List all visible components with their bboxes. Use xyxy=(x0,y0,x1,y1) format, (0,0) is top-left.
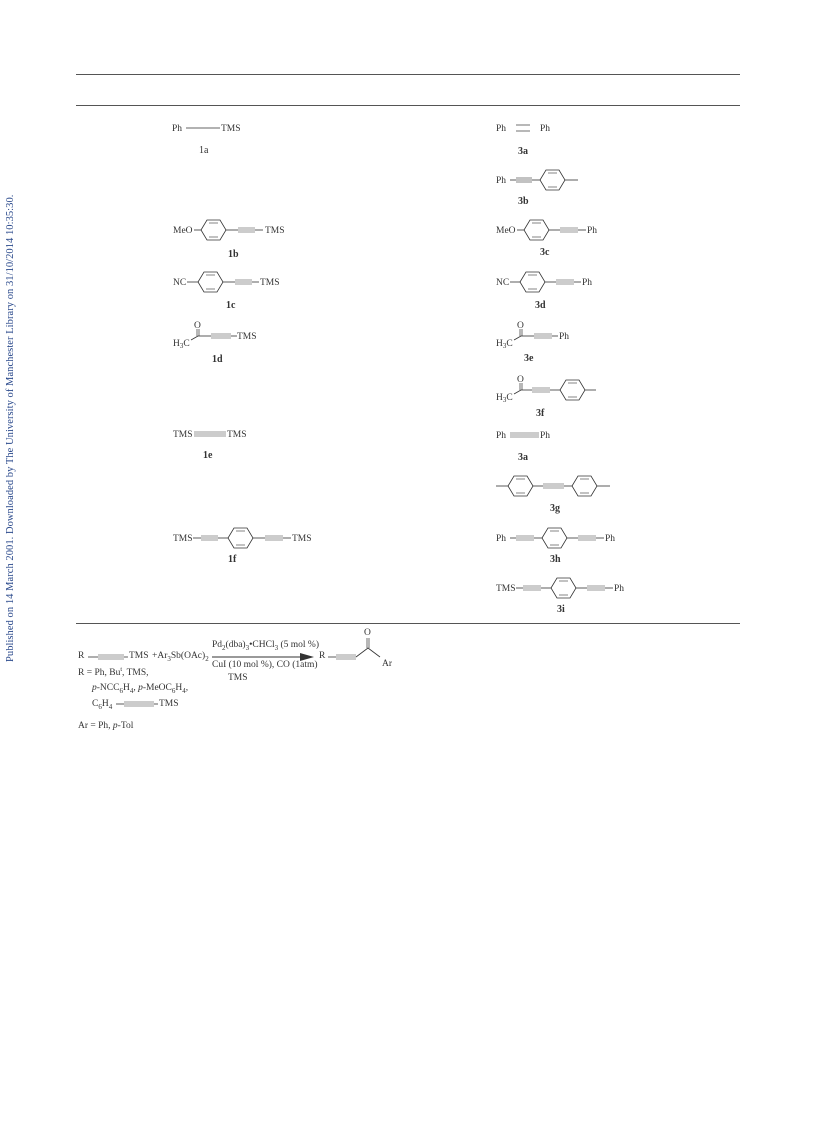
compound-label-3i: 3i xyxy=(557,604,565,615)
tms-group: TMS xyxy=(496,584,516,594)
tms-group: TMS xyxy=(221,124,241,134)
scheme-r: R xyxy=(78,651,85,661)
structure-1b xyxy=(173,216,293,246)
structure-3d xyxy=(496,268,616,298)
scheme-cocatalyst: CuI (10 mol %), CO (1atm) xyxy=(212,660,318,670)
scheme-catalyst: $Pd_2(dba)_3•CHCl_3$ (5 mol %) xyxy=(212,640,319,652)
scheme-linker-tms: TMS xyxy=(159,699,179,709)
oxygen-atom: O xyxy=(194,321,201,331)
compound-label-3h: 3h xyxy=(550,554,561,565)
structure-1c xyxy=(173,268,293,298)
ph-group: Ph xyxy=(172,124,183,134)
compound-label-3e: 3e xyxy=(524,353,534,364)
scheme-r-definition: R = Ph, Bu$^t$, TMS, xyxy=(78,667,149,679)
ph-group: Ph xyxy=(496,534,507,544)
structure-1e xyxy=(173,428,253,442)
tms-group: TMS xyxy=(265,226,285,236)
meo-group: MeO xyxy=(496,226,516,236)
structure-1a xyxy=(172,122,252,136)
h3c-group: $H_3C$ xyxy=(173,339,190,350)
structure-3b xyxy=(496,166,596,196)
ph-group: Ph xyxy=(540,124,551,134)
ph-group: Ph xyxy=(496,176,507,186)
scheme-tms: TMS xyxy=(129,651,149,661)
scheme-reagent: $+Ar_3Sb(OAc)_2$ xyxy=(152,651,209,663)
structure-3a-bottom xyxy=(496,429,566,443)
tms-group: TMS xyxy=(227,430,247,440)
table-bottom-rule xyxy=(76,623,740,624)
compound-label-3a-second: 3a xyxy=(518,452,528,463)
structure-3a-top xyxy=(496,122,566,136)
structure-3i xyxy=(496,574,646,604)
h3c-group: $H_3C$ xyxy=(496,393,513,404)
oxygen-atom: O xyxy=(517,375,524,385)
structure-3g xyxy=(496,472,626,502)
scheme-tms-below: TMS xyxy=(228,673,248,683)
scheme-product-r: R xyxy=(319,651,326,661)
h3c-group: $H_3C$ xyxy=(496,339,513,350)
structure-3h xyxy=(496,524,636,554)
scheme-product-o: O xyxy=(364,628,371,638)
oxygen-atom: O xyxy=(517,321,524,331)
structure-3e xyxy=(496,318,616,350)
nc-group: NC xyxy=(496,278,510,288)
compound-label-3f: 3f xyxy=(536,408,545,419)
ph-group: Ph xyxy=(605,534,616,544)
tms-group: TMS xyxy=(292,534,312,544)
compound-label-1e: 1e xyxy=(203,450,213,461)
nc-group: NC xyxy=(173,278,187,288)
tms-group: TMS xyxy=(237,332,257,342)
table-header-rule xyxy=(76,105,740,106)
ph-group: Ph xyxy=(496,124,507,134)
compound-label-3d: 3d xyxy=(535,300,546,311)
structure-3c xyxy=(496,216,616,246)
structure-1d xyxy=(173,318,293,350)
compound-label-3c: 3c xyxy=(540,247,550,258)
compound-label-1d: 1d xyxy=(212,354,223,365)
ph-group: Ph xyxy=(582,278,593,288)
tms-group: TMS xyxy=(260,278,280,288)
ph-group: Ph xyxy=(559,332,570,342)
compound-label-1f: 1f xyxy=(228,554,237,565)
structure-3f xyxy=(496,372,616,406)
compound-label-1c: 1c xyxy=(226,300,236,311)
scheme-product-ar: Ar xyxy=(382,659,393,669)
publication-sidebar: Published on 14 March 2001. Downloaded by The University of Manchester Library on 31/10/2014 10:35:30. xyxy=(5,194,16,662)
compound-label-3g: 3g xyxy=(550,503,560,514)
meo-group: MeO xyxy=(173,226,193,236)
scheme-ar-definition: Ar = Ph, p-Tol xyxy=(78,721,134,731)
tms-group: TMS xyxy=(173,534,193,544)
ph-group: Ph xyxy=(614,584,625,594)
table-top-rule xyxy=(76,74,740,75)
compound-label-3b: 3b xyxy=(518,196,529,207)
ph-group: Ph xyxy=(496,431,507,441)
reaction-scheme xyxy=(78,630,408,740)
scheme-r-definition-2: $p-NCC_6H_4$, $p-MeOC_6H_4$, xyxy=(92,683,189,695)
ph-group: Ph xyxy=(540,431,551,441)
compound-label-3a: 3a xyxy=(518,146,528,157)
compound-label-1b: 1b xyxy=(228,249,239,260)
structure-1f xyxy=(173,524,323,554)
scheme-r-definition-3: $C_6H_4$ xyxy=(92,699,113,711)
tms-group: TMS xyxy=(173,430,193,440)
compound-label-1a: 1a xyxy=(199,145,209,156)
ph-group: Ph xyxy=(587,226,598,236)
